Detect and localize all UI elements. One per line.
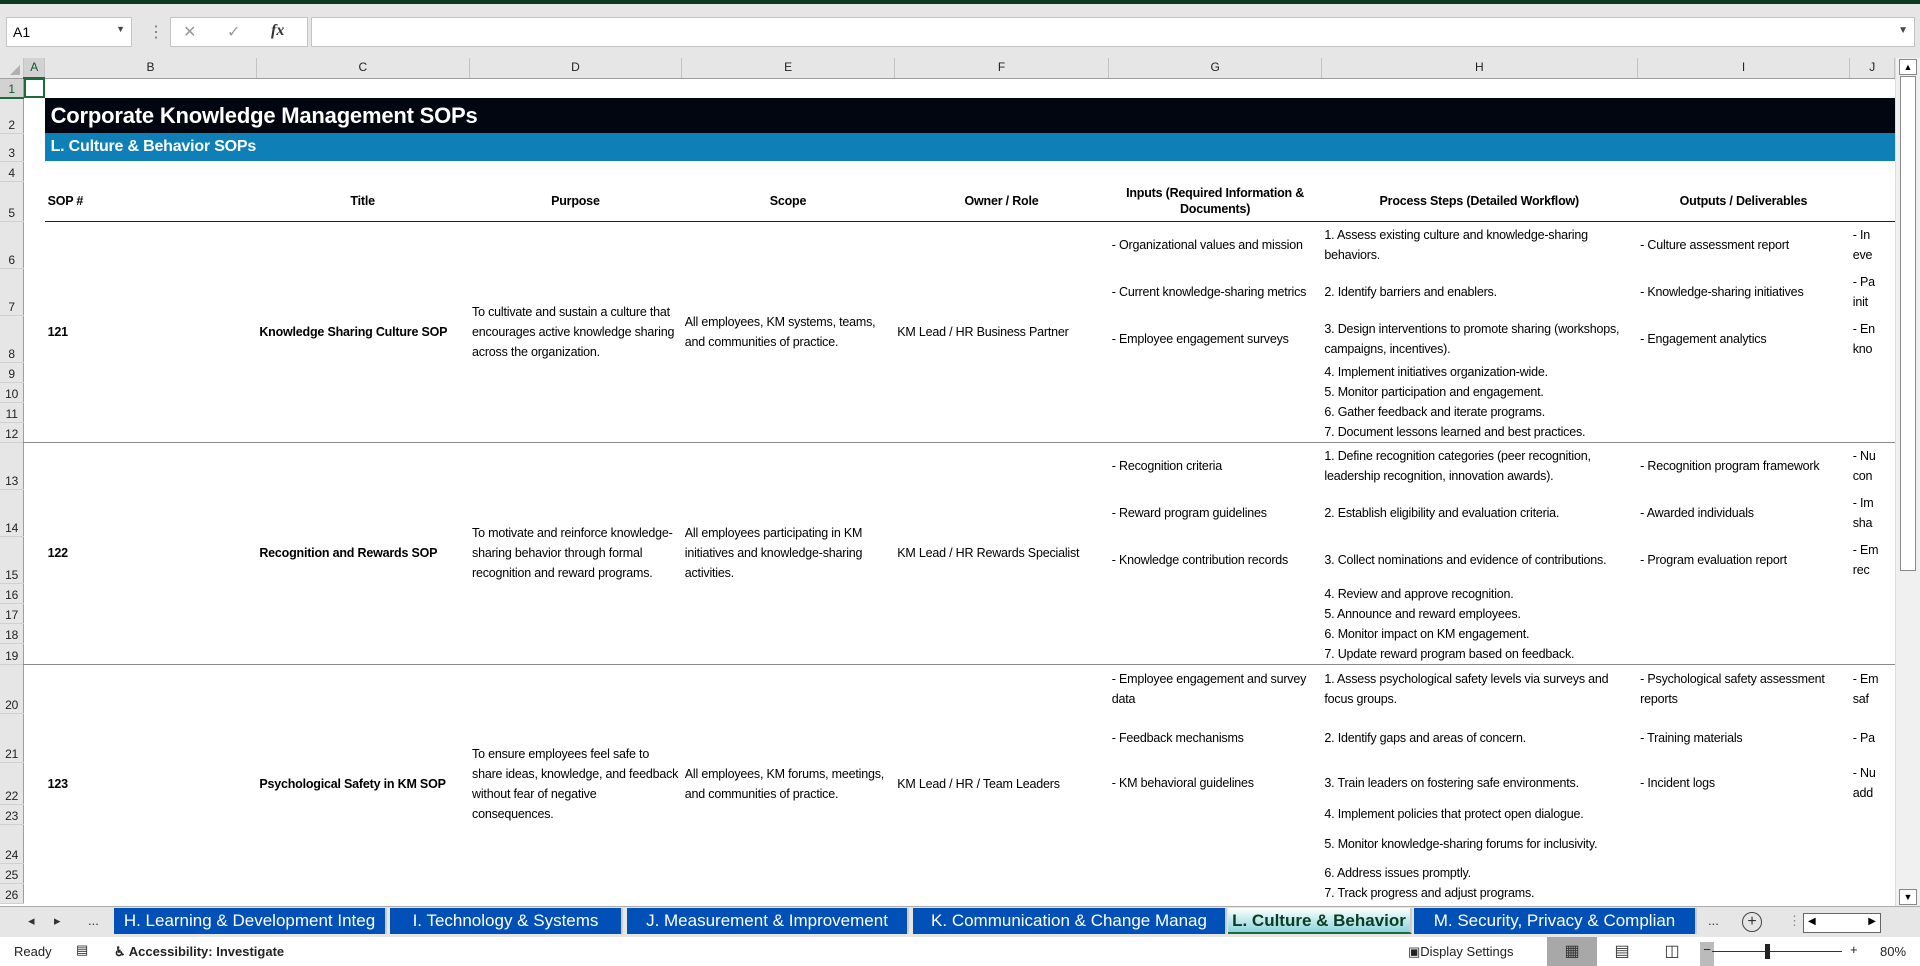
input-item[interactable]: [1109, 584, 1322, 604]
row-20: [0, 664, 1895, 713]
scrollbar-thumb[interactable]: [1900, 76, 1916, 571]
input-item[interactable]: - Current knowledge-sharing metrics: [1111, 284, 1307, 299]
cancel-icon[interactable]: ✕: [183, 24, 197, 41]
sheet-table: [0, 58, 1895, 904]
accessibility-label: Accessibility: Investigate: [128, 944, 285, 959]
row-header-24[interactable]: 24: [0, 824, 24, 863]
input-item[interactable]: [1109, 883, 1322, 903]
process-step[interactable]: 6. Monitor impact on KM engagement.: [1324, 626, 1530, 641]
row-header-15[interactable]: 15: [0, 537, 24, 584]
output-item[interactable]: - Psychological safety assessment reports: [1640, 671, 1825, 706]
sop-number[interactable]: 123: [47, 776, 68, 791]
column-header-a[interactable]: A: [24, 58, 45, 78]
sop-owner[interactable]: KM Lead / HR / Team Leaders: [897, 776, 1060, 791]
process-step[interactable]: 2. Identify barriers and enablers.: [1324, 284, 1497, 299]
row-header-10[interactable]: 10: [0, 382, 24, 402]
row-header-9[interactable]: 9: [0, 362, 24, 382]
scroll-right-icon[interactable]: ▶: [1868, 916, 1876, 927]
process-step[interactable]: 4. Implement policies that protect open dialogue.: [1324, 807, 1584, 821]
empty-row[interactable]: [24, 161, 1895, 181]
next-column-item[interactable]: - Em saf: [1852, 671, 1879, 706]
output-item[interactable]: - Incident logs: [1640, 776, 1715, 790]
sheet-tab-bar: [0, 906, 1920, 937]
next-column-item[interactable]: [1850, 624, 1895, 644]
scroll-down-icon[interactable]: ▼: [1899, 889, 1917, 905]
process-step[interactable]: 2. Identify gaps and areas of concern.: [1324, 730, 1526, 745]
vertical-scrollbar[interactable]: [1895, 58, 1920, 906]
sop-purpose[interactable]: To cultivate and sustain a culture that encourages active knowledge sharing across the organization.: [469, 221, 682, 443]
add-sheet-icon[interactable]: +: [1742, 912, 1762, 932]
next-column-item[interactable]: [1850, 804, 1895, 824]
header-outputs: Outputs / Deliverables: [1637, 181, 1850, 221]
next-column-item[interactable]: [1850, 883, 1895, 903]
row-1: [0, 78, 1895, 98]
input-item[interactable]: - Employee engagement surveys: [1111, 331, 1289, 346]
next-column-item[interactable]: [1850, 584, 1895, 604]
scroll-left-icon[interactable]: ◀: [1808, 916, 1816, 927]
cell-a[interactable]: [24, 443, 45, 665]
row-header-17[interactable]: 17: [0, 604, 24, 624]
header-owner: Owner / Role: [894, 181, 1109, 221]
sop-number[interactable]: 122: [45, 443, 257, 665]
row-header-25[interactable]: 25: [0, 863, 24, 883]
normal-view-icon[interactable]: ▦: [1547, 937, 1597, 966]
output-item[interactable]: [1637, 362, 1850, 382]
sheet-tab[interactable]: K. Communication & Change Manag: [913, 908, 1227, 934]
header-next: [1850, 181, 1895, 221]
next-column-item[interactable]: - En kno: [1852, 321, 1875, 356]
output-item[interactable]: - Culture assessment report: [1640, 237, 1789, 252]
name-box[interactable]: [6, 17, 132, 47]
insert-function-icon[interactable]: fx: [271, 22, 285, 39]
sheet-tab[interactable]: M. Security, Privacy & Complian: [1414, 908, 1697, 934]
header-title: Title: [256, 181, 469, 221]
next-column-item[interactable]: - In eve: [1852, 227, 1873, 262]
more-sheets-right[interactable]: ...: [1708, 913, 1719, 928]
accessibility-icon: ♿︎: [114, 944, 126, 959]
prev-sheet-icon[interactable]: ◂: [28, 913, 35, 928]
row-4: [0, 161, 1895, 181]
accessibility-button[interactable]: [114, 944, 284, 960]
row-header-26[interactable]: 26: [0, 883, 24, 903]
output-item[interactable]: - Recognition program framework: [1640, 459, 1820, 474]
next-column-item[interactable]: [1850, 604, 1895, 624]
next-column-item[interactable]: - Pa init: [1852, 274, 1875, 309]
next-column-item[interactable]: - Nu con: [1852, 449, 1876, 484]
sop-owner[interactable]: KM Lead / HR Business Partner: [894, 221, 1109, 443]
more-sheets-left[interactable]: ...: [88, 913, 99, 928]
sop-scope[interactable]: All employees participating in KM initiatives and knowledge-sharing activities.: [682, 443, 894, 665]
next-column-item[interactable]: [1850, 382, 1895, 402]
column-header-f[interactable]: F: [894, 58, 1109, 78]
sop-scope[interactable]: All employees, KM systems, teams, and communities of practice.: [682, 221, 894, 443]
output-item[interactable]: [1637, 382, 1850, 402]
output-item[interactable]: [1637, 624, 1850, 644]
spreadsheet-grid[interactable]: [0, 58, 1895, 906]
cell-a3[interactable]: [24, 133, 45, 161]
output-item[interactable]: [1637, 883, 1850, 903]
input-item[interactable]: - Feedback mechanisms: [1111, 730, 1244, 745]
sop-owner[interactable]: KM Lead / HR Rewards Specialist: [894, 443, 1109, 665]
row-2: [0, 98, 1895, 133]
column-header-e[interactable]: E: [682, 58, 894, 78]
sheet-tab[interactable]: J. Measurement & Improvement: [627, 908, 909, 934]
more-options-icon[interactable]: ⋮: [148, 24, 164, 41]
enter-icon[interactable]: ✓: [227, 24, 241, 41]
sop-purpose[interactable]: To motivate and reinforce knowledge-sharing behavior through formal recognition and reward programs.: [469, 443, 682, 665]
column-header-row: [0, 58, 1895, 78]
row-header-16[interactable]: 16: [0, 584, 24, 604]
output-item[interactable]: [1637, 422, 1850, 443]
cell-a2[interactable]: [24, 98, 45, 133]
row-5: [0, 181, 1895, 221]
input-item[interactable]: - Employee engagement and survey data: [1111, 671, 1307, 706]
expand-formula-bar-icon[interactable]: ▼: [1898, 25, 1908, 36]
process-step[interactable]: 5. Monitor participation and engagement.: [1324, 385, 1544, 399]
input-item[interactable]: [1109, 382, 1322, 402]
column-header-g[interactable]: G: [1109, 58, 1322, 78]
process-step[interactable]: 1. Assess existing culture and knowledge-sharing behaviors.: [1324, 227, 1588, 262]
row-header-22[interactable]: 22: [0, 762, 24, 804]
sop-title[interactable]: Knowledge Sharing Culture SOP: [256, 221, 469, 443]
display-settings-icon: ▣: [1408, 944, 1421, 959]
row-header-11[interactable]: 11: [0, 402, 24, 422]
next-column-item[interactable]: - Im sha: [1852, 496, 1874, 530]
process-step[interactable]: 5. Monitor knowledge-sharing forums for inclusivity.: [1324, 836, 1598, 851]
header-purpose: Purpose: [469, 181, 682, 221]
header-sop: SOP #: [45, 181, 257, 221]
input-item[interactable]: [1109, 863, 1322, 883]
output-item[interactable]: [1637, 644, 1850, 665]
sop-purpose[interactable]: To ensure employees feel safe to share ideas, knowledge, and feedback without fear of negative consequences.: [472, 746, 679, 821]
cell-a[interactable]: [24, 664, 45, 903]
row-header-8[interactable]: 8: [0, 315, 24, 362]
process-step[interactable]: 1. Assess psychological safety levels via surveys and focus groups.: [1324, 671, 1609, 706]
row-header-2[interactable]: 2: [0, 98, 24, 133]
row-header-4[interactable]: 4: [0, 161, 24, 181]
header-inputs: Inputs (Required Information & Documents): [1109, 181, 1322, 221]
output-item[interactable]: - Program evaluation report: [1640, 553, 1787, 567]
row-3: [0, 133, 1895, 161]
next-column-item[interactable]: - Nu add: [1852, 766, 1876, 800]
input-item[interactable]: - Organizational values and mission: [1111, 237, 1303, 252]
input-item[interactable]: - KM behavioral guidelines: [1111, 776, 1254, 790]
process-step[interactable]: 3. Collect nominations and evidence of contributions.: [1324, 553, 1607, 567]
input-item[interactable]: [1109, 402, 1322, 422]
column-header-d[interactable]: D: [469, 58, 682, 78]
next-sheet-icon[interactable]: ▸: [54, 913, 61, 928]
chevron-down-icon[interactable]: ▼: [116, 24, 125, 34]
row-header-18[interactable]: 18: [0, 624, 24, 644]
cell-a[interactable]: [24, 221, 45, 443]
process-step[interactable]: 7. Document lessons learned and best practices.: [1321, 422, 1637, 443]
formula-input[interactable]: [311, 17, 1915, 47]
input-item[interactable]: [1109, 422, 1322, 443]
row-header-19[interactable]: 19: [0, 644, 24, 665]
sheet-tab[interactable]: H. Learning & Development Integ: [114, 908, 387, 934]
sheet-subtitle: L. Culture & Behavior SOPs: [45, 133, 1895, 161]
sop-title[interactable]: Recognition and Rewards SOP: [256, 443, 469, 665]
sheet-tab[interactable]: L. Culture & Behavior: [1228, 908, 1412, 934]
process-step[interactable]: 6. Gather feedback and iterate programs.: [1324, 405, 1546, 419]
select-all-button[interactable]: [0, 58, 24, 78]
row-header-14[interactable]: 14: [0, 490, 24, 537]
cell-a1[interactable]: [24, 78, 45, 98]
zoom-in-icon[interactable]: +: [1850, 942, 1858, 957]
input-item[interactable]: - Knowledge contribution records: [1111, 553, 1289, 567]
horizontal-scrollbar[interactable]: [1803, 913, 1881, 933]
row-header-6[interactable]: 6: [0, 221, 24, 268]
zoom-level[interactable]: 80%: [1880, 944, 1907, 959]
process-step[interactable]: 4. Implement initiatives organization-wide.: [1324, 365, 1548, 379]
header-steps: Process Steps (Detailed Workflow): [1321, 181, 1637, 221]
next-column-item[interactable]: [1850, 362, 1895, 382]
sheet-tab[interactable]: I. Technology & Systems: [390, 908, 623, 934]
sop-number[interactable]: 121: [45, 221, 257, 443]
next-column-item[interactable]: [1850, 402, 1895, 422]
row-13: [0, 443, 1895, 490]
input-item[interactable]: - Reward program guidelines: [1111, 506, 1267, 520]
column-header-b[interactable]: B: [45, 58, 257, 78]
row-header-12[interactable]: 12: [0, 422, 24, 443]
sheet-title: Corporate Knowledge Management SOPs: [45, 98, 1895, 133]
input-item[interactable]: [1109, 804, 1322, 824]
next-column-item[interactable]: - Em rec: [1852, 543, 1879, 577]
row-header-5[interactable]: 5: [0, 181, 24, 221]
row-header-20[interactable]: 20: [0, 664, 24, 713]
process-step[interactable]: 7. Track progress and adjust programs.: [1324, 886, 1535, 900]
column-header-i[interactable]: I: [1637, 58, 1850, 78]
splitter-handle[interactable]: ⋮: [1788, 913, 1801, 928]
row-header-7[interactable]: 7: [0, 268, 24, 315]
header-scope: Scope: [682, 181, 894, 221]
row-header-23[interactable]: 23: [0, 804, 24, 824]
column-header-h[interactable]: H: [1321, 58, 1637, 78]
column-header-c[interactable]: C: [256, 58, 469, 78]
cell-a5[interactable]: [24, 181, 45, 221]
process-step[interactable]: 7. Update reward program based on feedback.: [1321, 644, 1637, 665]
input-item[interactable]: - Recognition criteria: [1111, 459, 1222, 474]
next-column-item[interactable]: - Pa: [1852, 730, 1875, 745]
output-item[interactable]: [1637, 824, 1850, 863]
process-step[interactable]: 1. Define recognition categories (peer recognition, leadership recognition, innovation awards).: [1324, 449, 1591, 484]
process-step[interactable]: 5. Announce and reward employees.: [1324, 606, 1521, 621]
page-break-preview-icon[interactable]: ◫: [1664, 943, 1680, 960]
macro-recorder-icon[interactable]: ▤: [76, 942, 89, 957]
output-item[interactable]: - Awarded individuals: [1640, 506, 1754, 520]
process-step[interactable]: 3. Train leaders on fostering safe environments.: [1324, 776, 1579, 790]
next-column-item[interactable]: [1850, 644, 1895, 665]
input-item[interactable]: [1109, 824, 1322, 863]
scroll-up-icon[interactable]: ▲: [1899, 59, 1917, 75]
output-item[interactable]: [1637, 584, 1850, 604]
sop-scope[interactable]: All employees, KM forums, meetings, and communities of practice.: [684, 766, 885, 801]
output-item[interactable]: - Knowledge-sharing initiatives: [1640, 284, 1804, 299]
process-step[interactable]: 6. Address issues promptly.: [1324, 866, 1471, 880]
process-step[interactable]: 2. Establish eligibility and evaluation criteria.: [1324, 506, 1560, 520]
next-column-item[interactable]: [1850, 422, 1895, 443]
output-item[interactable]: - Engagement analytics: [1640, 331, 1767, 346]
process-step[interactable]: 3. Design interventions to promote sharing (workshops, campaigns, incentives).: [1324, 321, 1620, 356]
output-item[interactable]: [1637, 804, 1850, 824]
row-header-13[interactable]: 13: [0, 443, 24, 490]
output-item[interactable]: - Training materials: [1640, 730, 1743, 745]
row-6: [0, 221, 1895, 268]
column-header-j[interactable]: J: [1850, 58, 1895, 78]
input-item[interactable]: [1109, 644, 1322, 665]
display-settings-label: Display Settings: [1420, 944, 1514, 959]
row-header-1[interactable]: 1: [0, 78, 24, 98]
status-ready: Ready: [14, 944, 52, 959]
output-item[interactable]: [1637, 863, 1850, 883]
status-bar: [0, 937, 1920, 966]
zoom-out-icon[interactable]: −: [1700, 942, 1714, 966]
sop-title[interactable]: Psychological Safety in KM SOP: [259, 776, 446, 791]
page-layout-view-icon[interactable]: ▤: [1614, 943, 1630, 960]
process-step[interactable]: 4. Review and approve recognition.: [1324, 586, 1514, 601]
row-header-3[interactable]: 3: [0, 133, 24, 161]
formula-buttons: [170, 17, 308, 47]
output-item[interactable]: [1637, 402, 1850, 422]
empty-row[interactable]: [45, 78, 1895, 98]
zoom-slider-knob[interactable]: [1765, 944, 1770, 959]
input-item[interactable]: [1109, 362, 1322, 382]
output-item[interactable]: [1637, 604, 1850, 624]
next-column-item[interactable]: [1850, 824, 1895, 863]
input-item[interactable]: [1109, 624, 1322, 644]
row-header-21[interactable]: 21: [0, 713, 24, 762]
formula-bar: [0, 4, 1920, 58]
display-settings-button[interactable]: [1408, 944, 1514, 960]
input-item[interactable]: [1109, 604, 1322, 624]
next-column-item[interactable]: [1850, 863, 1895, 883]
zoom-slider[interactable]: [1712, 951, 1842, 952]
name-box-value: A1: [13, 24, 31, 40]
